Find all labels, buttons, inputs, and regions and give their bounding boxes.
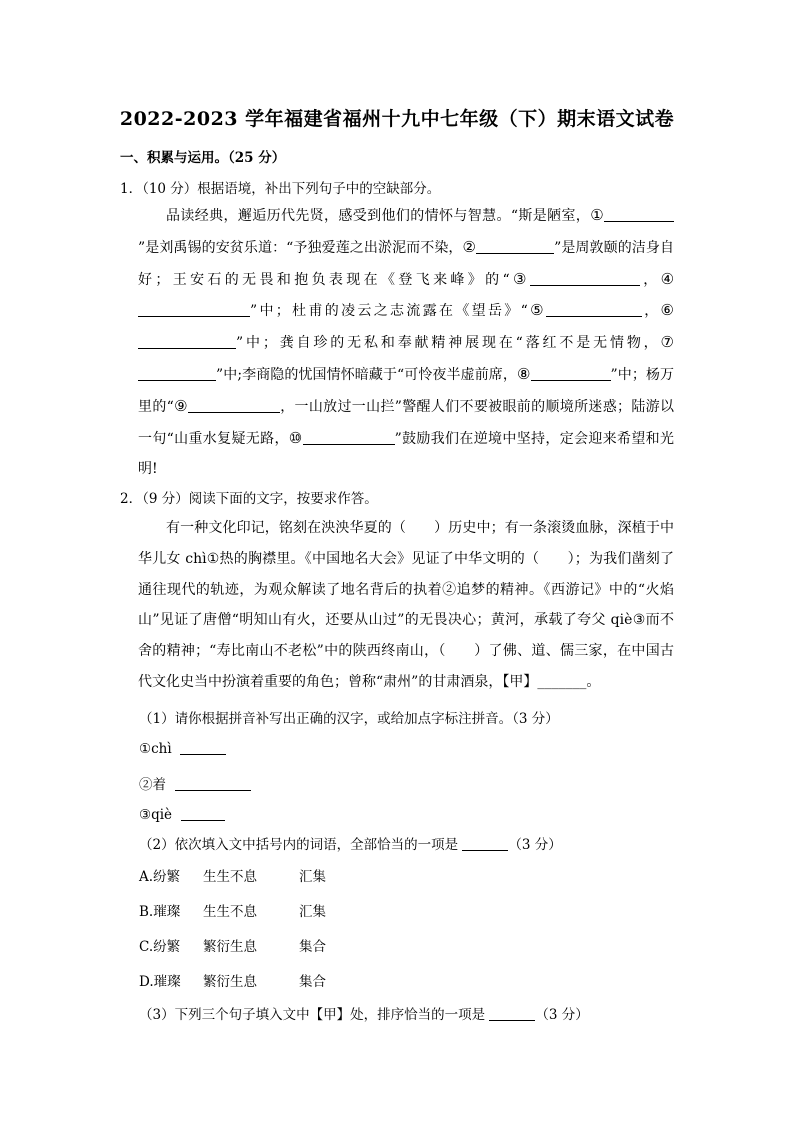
question-2-passage: 有一种文化印记，铭刻在泱泱华夏的（ ）历史中；有一条滚烫血脉，深植于中华儿女 chì①热的胸襟里。《中国地名大会》见证了中华文明的（ ）；为我们凿刻了通往现代的轨迹，为观众解读了地名背后的执着②追梦的精神。《西游记》中的“火焰山”见证了唐僧“明知山有火，还要从山过”的无畏决心；黄河，承载了夸父 qiè③而不舍的精神；“寿比南山不老松”中的陕西终南山，（ ）了佛、道、儒三家，在中国古代文化史当中扮演着重要的角色；曾称“肃州”的甘肃酒泉，【甲】_______。 <box>138 520 674 690</box>
option-c[interactable]: C.纷繁 繁衍生息 集合 <box>139 939 326 955</box>
answer-line-3: ③qiè <box>139 806 225 823</box>
answer-blank[interactable] <box>188 398 280 413</box>
answer-blank[interactable] <box>138 334 236 349</box>
blank-number: ④ <box>660 269 675 288</box>
subquestion-1: （1）请你根据拼音补写出正确的汉字，或给加点字标注拼音。（3 分） <box>139 711 559 727</box>
blank-number: ⑨ <box>173 396 188 415</box>
option-a[interactable]: A.纷繁 生生不息 汇集 <box>139 869 326 885</box>
option-b[interactable]: B.璀璨 生生不息 汇集 <box>139 904 326 920</box>
answer-blank[interactable] <box>138 302 250 317</box>
answer-blank[interactable] <box>138 366 216 381</box>
answer-blank[interactable] <box>180 740 226 755</box>
answer-line-1: ①chì <box>139 740 226 757</box>
answer-line-2: ②着 <box>139 773 251 793</box>
question-2-heading: 2．（9 分）阅读下面的文字，按要求作答。 <box>120 491 378 507</box>
blank-number: ② <box>462 237 477 256</box>
section-heading: 一、积累与运用。（25 分） <box>120 150 286 166</box>
answer-blank[interactable] <box>181 806 225 821</box>
answer-blank[interactable] <box>175 776 251 791</box>
answer-blank[interactable] <box>489 1006 535 1021</box>
answer-blank[interactable] <box>546 302 642 317</box>
question-1-heading: 1．（10 分）根据语境，补出下列句子中的空缺部分。 <box>120 181 441 197</box>
option-d[interactable]: D.璀璨 繁衍生息 集合 <box>139 974 326 990</box>
blank-number: ⑧ <box>516 364 531 383</box>
page-title: 2022-2023 学年福建省福州十九中七年级（下）期末语文试卷 <box>119 108 675 130</box>
answer-blank[interactable] <box>303 430 395 445</box>
answer-blank[interactable] <box>462 836 508 851</box>
answer-blank[interactable] <box>531 366 611 381</box>
answer-blank[interactable] <box>604 207 674 222</box>
subquestion-2: （2）依次填入文中括号内的词语，全部恰当的一项是 （3 分） <box>139 837 562 853</box>
answer-blank[interactable] <box>530 271 640 286</box>
blank-number: ⑩ <box>288 428 303 447</box>
question-1-passage: 品读经典，邂逅历代先贤，感受到他们的情怀与智慧。“斯是陋室，①”是刘禹锡的安贫乐道：“予独爱莲之出淤泥而不染，② ”是周敦颐的洁身自好；王安石的无畏和抱负表现在《登飞来峰》的“③ ，④”中；杜甫的凌云之志流露在《望岳》“⑤ ，⑥”中；龚自珍的无私和奉献精神展现在“落红不是无情物，⑦”中;李商隐的忧国情怀暗藏于“可怜夜半虚前席，⑧ ”中；杨万里的“⑨ ，一山放过一山拦”警醒人们不要被眼前的顺境所迷惑；陆游以一句“山重水复疑无路，⑩ ”鼓励我们在逆境中坚持，定会迎来希望和光明! <box>138 206 675 478</box>
blank-number: ⑦ <box>660 333 674 352</box>
blank-number: ③ <box>509 269 530 288</box>
blank-number: ① <box>590 206 605 224</box>
blank-number: ⑤ <box>527 301 546 320</box>
answer-blank[interactable] <box>476 239 554 254</box>
subquestion-3: （3）下列三个句子填入文中【甲】处，排序恰当的一项是 （3 分） <box>139 1007 589 1023</box>
blank-number: ⑥ <box>660 301 674 320</box>
